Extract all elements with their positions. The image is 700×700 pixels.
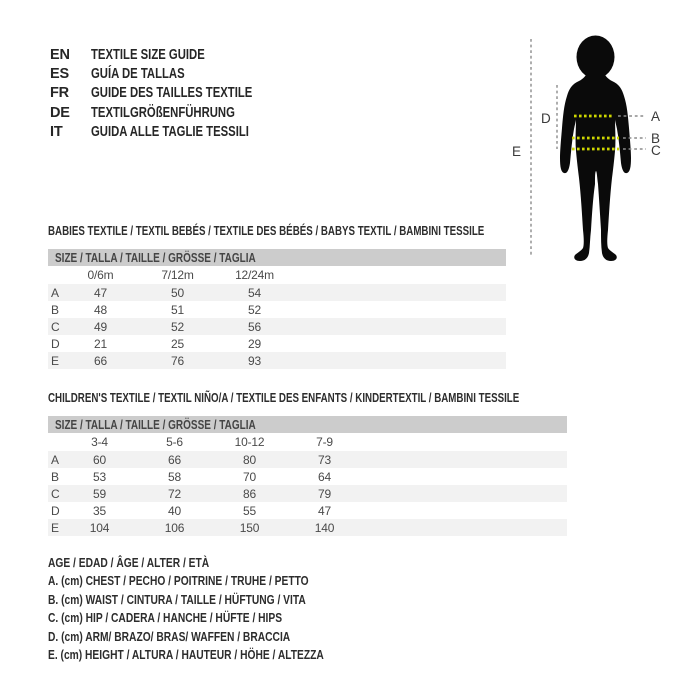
measurement-legend: [48, 556, 384, 666]
column-header: 7-9: [316, 435, 333, 449]
children-size-table: [48, 416, 567, 536]
label-waist: B: [651, 131, 661, 146]
legend-chest: A. (cm) CHEST / PECHO / POITRINE / TRUHE / PETTO: [48, 574, 309, 589]
lang-title: GUIDE DES TAILLES TEXTILE: [91, 85, 253, 102]
lang-code: ES: [50, 66, 69, 83]
label-hip: C: [651, 143, 661, 158]
table-row: D 21 25 29: [48, 335, 506, 352]
lang-code: DE: [50, 104, 70, 121]
row-label: A: [51, 452, 59, 467]
row-label: B: [51, 469, 59, 484]
lang-code: FR: [50, 85, 69, 102]
row-label: C: [51, 486, 60, 501]
table-row: C 59 72 86 79: [48, 485, 567, 502]
row-label: A: [51, 285, 59, 300]
table-row: A 47 50 54: [48, 284, 506, 301]
row-label: C: [51, 319, 60, 334]
babies-table-title: BABIES TEXTILE / TEXTIL BEBÉS / TEXTILE DES BÉBÉS / BABYS TEXTIL / BAMBINI TESSILE: [48, 224, 485, 238]
lang-row-fr: [50, 84, 298, 103]
column-header: 10-12: [234, 435, 265, 449]
language-title-list: [50, 45, 298, 142]
legend-hip: C. (cm) HIP / CADERA / HANCHE / HÜFTE / HIPS: [48, 611, 283, 626]
lang-row-en: [50, 45, 298, 64]
row-label: E: [51, 520, 59, 535]
size-header-bar: SIZE / TALLA / TAILLE / GRÖSSE / TAGLIA: [48, 249, 506, 266]
table-row: D 35 40 55 47: [48, 502, 567, 519]
table-row: E 104 106 150 140: [48, 519, 567, 536]
lang-title: GUIDA ALLE TAGLIE TESSILI: [91, 124, 249, 141]
row-label: D: [51, 503, 60, 518]
row-label: D: [51, 336, 60, 351]
babies-textile-section: [48, 224, 607, 369]
column-header: 5-6: [166, 435, 183, 449]
label-chest: A: [651, 109, 661, 124]
table-row: A 60 66 80 73: [48, 451, 567, 468]
lang-code: IT: [50, 124, 63, 141]
column-header: 3-4: [91, 435, 108, 449]
legend-waist: B. (cm) WAIST / CINTURA / TAILLE / HÜFTUNG / VITA: [48, 592, 306, 607]
column-header: 7/12m: [161, 268, 194, 282]
column-header: 12/24m: [235, 268, 274, 282]
label-height: E: [512, 144, 522, 159]
table-row: E 66 76 93: [48, 352, 506, 369]
lang-row-es: [50, 64, 298, 83]
children-table-title: CHILDREN'S TEXTILE / TEXTIL NIÑO/A / TEXTILE DES ENFANTS / KINDERTEXTIL / BAMBINI TESSILE: [48, 391, 520, 405]
babies-column-header-row: [48, 266, 506, 284]
legend-arm: D. (cm) ARM/ BRAZO/ BRAS/ WAFFEN / BRACCIA: [48, 629, 291, 644]
row-label: B: [51, 302, 59, 317]
legend-height: E. (cm) HEIGHT / ALTURA / HAUTEUR / HÖHE / ALTEZZA: [48, 647, 324, 662]
lang-title: GUÍA DE TALLAS: [91, 66, 185, 83]
lang-row-de: [50, 103, 298, 122]
lang-title: TEXTILGRÖßENFÜHRUNG: [91, 104, 235, 121]
label-arm: D: [541, 111, 551, 126]
column-header: 0/6m: [87, 268, 114, 282]
size-header-bar: SIZE / TALLA / TAILLE / GRÖSSE / TAGLIA: [48, 416, 567, 433]
row-label: E: [51, 353, 59, 368]
table-row: C 49 52 56: [48, 318, 506, 335]
lang-title: TEXTILE SIZE GUIDE: [91, 46, 205, 63]
babies-size-table: [48, 249, 506, 369]
children-textile-section: [48, 391, 652, 536]
lang-row-it: [50, 123, 298, 142]
legend-age: AGE / EDAD / ÂGE / ALTER / ETÀ: [48, 556, 210, 570]
children-column-header-row: [48, 433, 567, 451]
lang-code: EN: [50, 46, 70, 63]
table-row: B 53 58 70 64: [48, 468, 567, 485]
table-row: B 48 51 52: [48, 301, 506, 318]
